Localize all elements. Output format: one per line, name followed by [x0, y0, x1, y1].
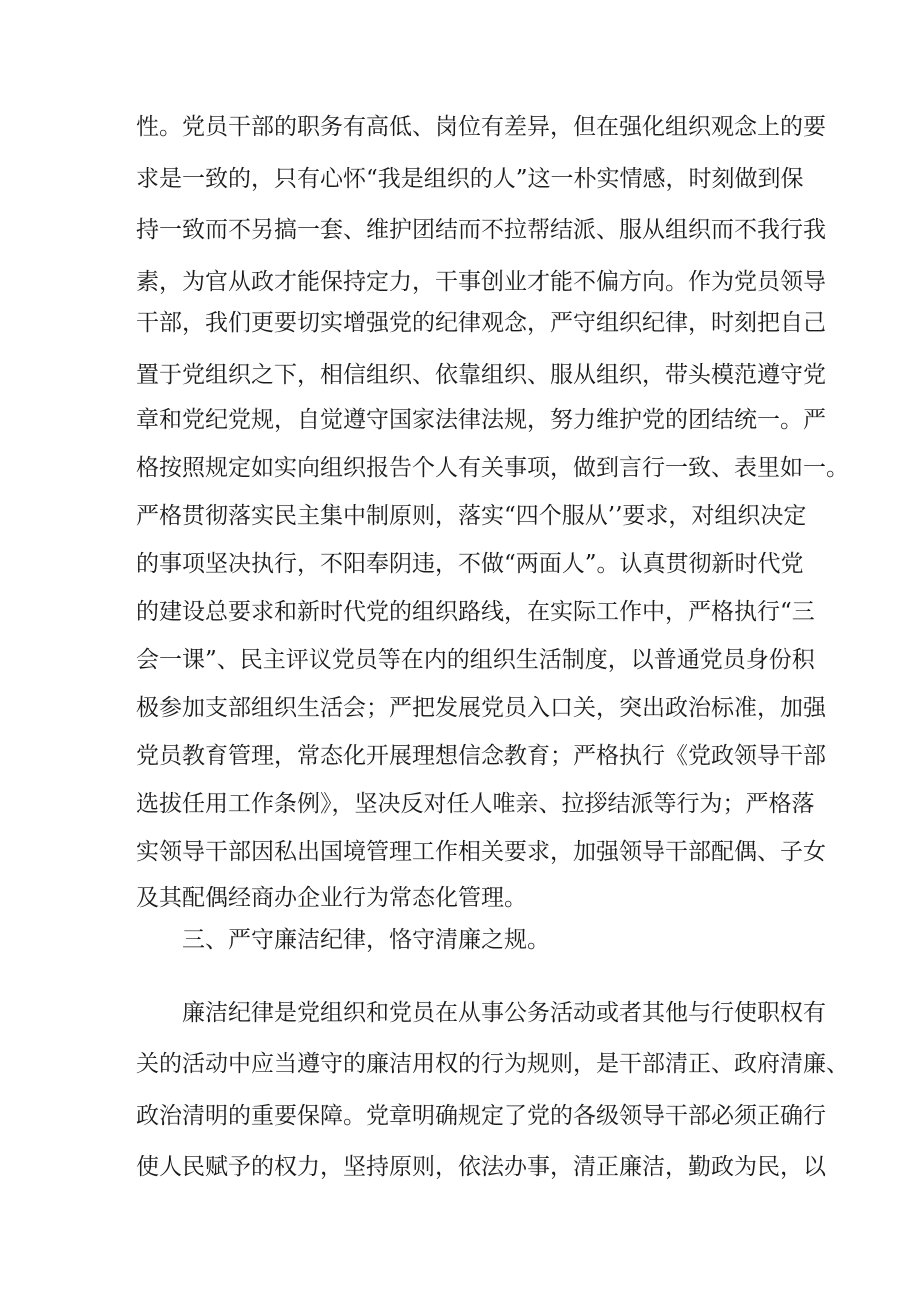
- paragraph-line: 严格贯彻落实民主集中制原则，落实“四个服从’’要求，对组织决定: [136, 503, 807, 529]
- paragraph-line: 政治清明的重要保障。党章明确规定了党的各级领导干部必须正确行: [136, 1103, 826, 1129]
- paragraph-line: 置于党组织之下，相信组织、依靠组织、服从组织，带头模范遵守党: [136, 362, 826, 388]
- paragraph-line: 会一课”、民主评议党员等在内的组织生活制度，以普通党员身份积: [136, 647, 815, 673]
- paragraph-line: 使人民赋予的权力，坚持原则，依法办事，清正廉洁，勤政为民，以: [136, 1154, 826, 1180]
- paragraph-line: 及其配偶经商办企业行为常态化管理。: [136, 885, 527, 911]
- paragraph-line: 章和党纪党规，自觉遵守国家法律法规，努力维护党的团结统一。严: [136, 407, 826, 433]
- paragraph-line: 关的活动中应当遵守的廉洁用权的行为规则，是干部清正、政府清廉、: [136, 1051, 849, 1077]
- paragraph-line: 的建设总要求和新时代党的组织路线，在实际工作中，严格执行“三: [136, 599, 815, 625]
- paragraph-line: 求是一致的，只有心怀“我是组织的人”这一朴实情感，时刻做到保: [136, 166, 804, 192]
- paragraph-line: 党员教育管理，常态化开展理想信念教育；严格执行《党政领导干部: [136, 743, 826, 769]
- paragraph-line: 素，为官从政才能保持定力，干事创业才能不偏方向。作为党员领导: [136, 269, 826, 295]
- paragraph-line: 极参加支部组织生活会；严把发展党员入口关，突出政治标准，加强: [136, 695, 826, 721]
- paragraph-line: 干部，我们更要切实增强党的纪律观念，严守组织纪律，时刻把自己: [136, 310, 826, 336]
- paragraph-line: 性。党员干部的职务有高低、岗位有差异，但在强化组织观念上的要: [136, 114, 826, 140]
- paragraph-line: 廉洁纪律是党组织和党员在从事公务活动或者其他与行使职权有: [182, 1000, 826, 1026]
- paragraph-line: 格按照规定如实向组织报告个人有关事项，做到言行一致、表里如一。: [136, 455, 849, 481]
- paragraph-line: 持一致而不另搞一套、维护团结而不拉帮结派、服从组织而不我行我: [136, 217, 826, 243]
- section-heading: 三、严守廉洁纪律，恪守清廉之规。: [182, 927, 550, 953]
- paragraph-line: 选拔任用工作条例》，坚决反对任人唯亲、拉拶结派等行为；严格落: [136, 791, 815, 817]
- paragraph-line: 实领导干部因私出国境管理工作相关要求，加强领导干部配偶、子女: [136, 839, 826, 865]
- paragraph-line: 的事项坚决执行，不阳奉阴违，不做“两面人”。认真贯彻新时代党: [136, 551, 804, 577]
